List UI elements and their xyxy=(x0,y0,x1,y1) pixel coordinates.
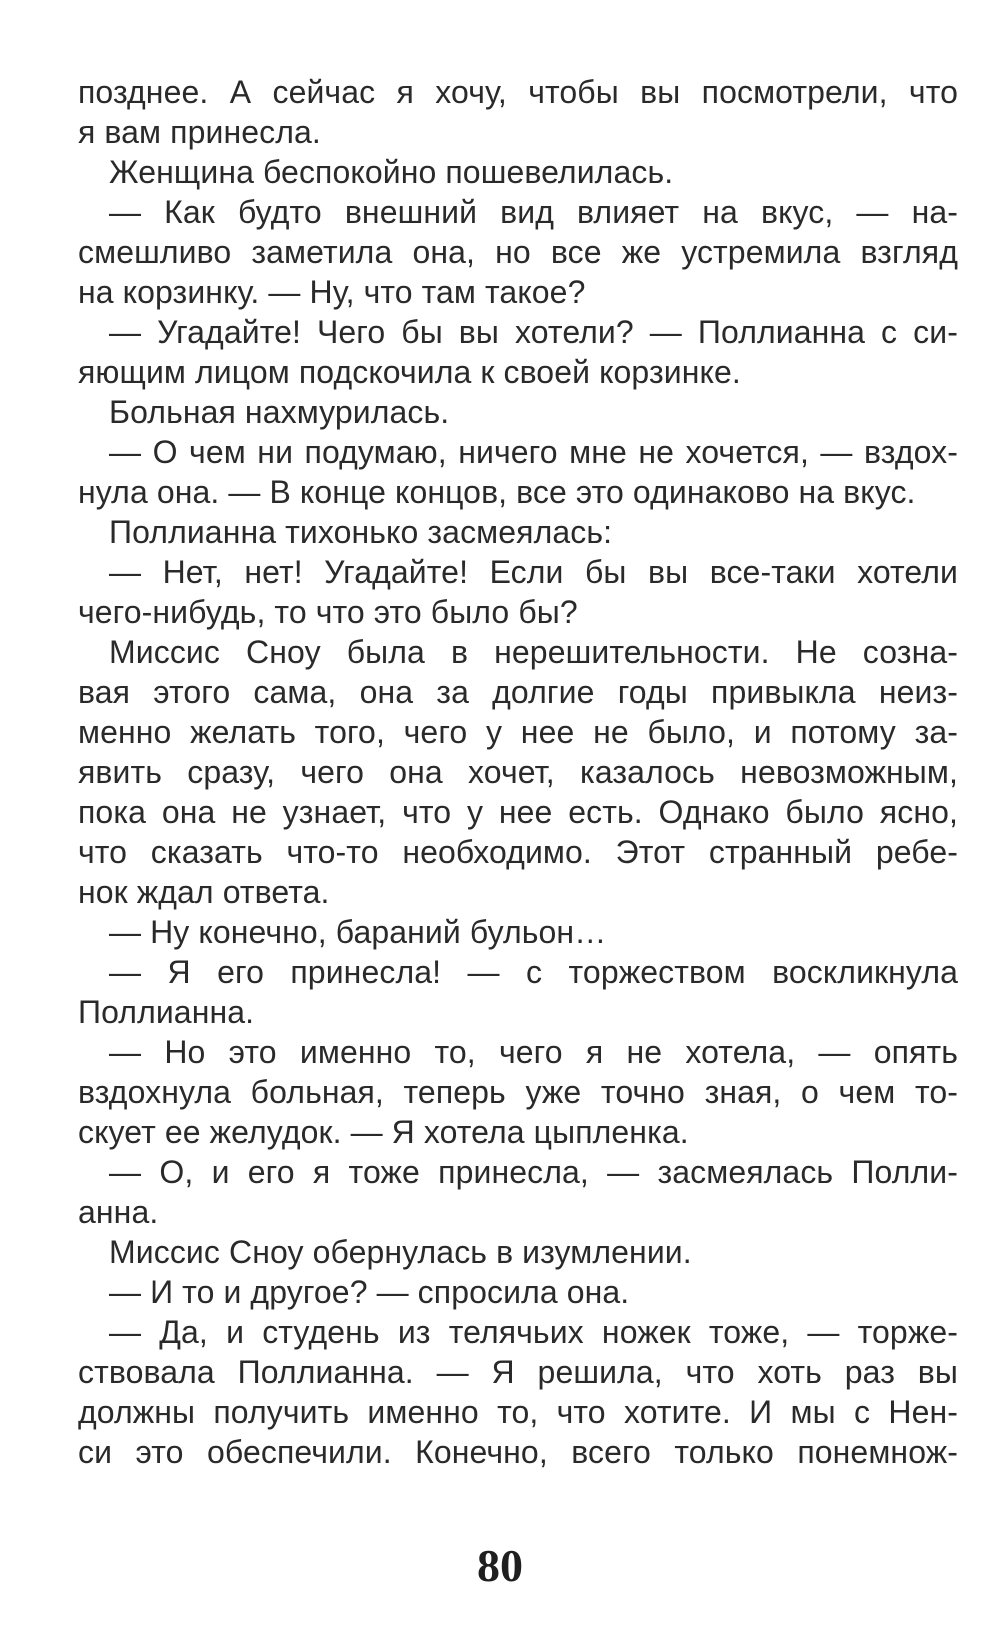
text-line: Женщина беспокойно пошевелилась. xyxy=(109,154,674,190)
text-line: Поллианна тихонько засмеялась: xyxy=(109,514,613,550)
text-line: позднее. А сейчас я хочу, чтобы вы посмотрели, что xyxy=(78,74,958,110)
text-line: нок ждал ответа. xyxy=(78,874,330,910)
text-line: Больная нахмурилась. xyxy=(109,394,450,430)
text-line: — Как будто внешний вид влияет на вкус, — на- xyxy=(109,194,958,230)
text-line: явить сразу, чего она хочет, казалось невозможным, xyxy=(78,754,958,790)
text-line: пока она не узнает, что у нее есть. Однако было ясно, xyxy=(78,794,958,830)
text-line: на корзинку. — Ну, что там такое? xyxy=(78,274,586,310)
text-line: — Ну конечно, бараний бульон… xyxy=(109,914,607,950)
page-number: 80 xyxy=(477,1540,523,1591)
text-line: — Я его принесла! — с торжеством воскликнула xyxy=(109,954,958,990)
text-line: — Да, и студень из телячьих ножек тоже, — торже- xyxy=(109,1314,958,1350)
text-line: вая этого сама, она за долгие годы привыкла неиз- xyxy=(78,674,958,710)
text-line: вздохнула больная, теперь уже точно зная, о чем то- xyxy=(78,1074,958,1110)
text-line: смешливо заметила она, но все же устремила взгляд xyxy=(78,234,958,270)
text-line: — И то и другое? — спросила она. xyxy=(109,1274,630,1310)
text-line: должны получить именно то, что хотите. И мы с Нен- xyxy=(78,1394,958,1430)
text-line: Миссис Сноу обернулась в изумлении. xyxy=(109,1234,692,1270)
text-line: — О, и его я тоже принесла, — засмеялась Полли- xyxy=(109,1154,958,1190)
text-line: — Нет, нет! Угадайте! Если бы вы все-таки хотели xyxy=(109,554,958,590)
text-line: — Но это именно то, чего я не хотела, — опять xyxy=(109,1034,958,1070)
text-line: нула она. — В конце концов, все это одинаково на вкус. xyxy=(78,474,916,510)
text-line: что сказать что-то необходимо. Этот странный ребе- xyxy=(78,834,958,870)
text-line: яющим лицом подскочила к своей корзинке. xyxy=(78,354,741,390)
text-line: Поллианна. xyxy=(78,994,255,1030)
text-line: — Угадайте! Чего бы вы хотели? — Поллианна с си- xyxy=(109,314,958,350)
text-line: менно желать того, чего у нее не было, и потому за- xyxy=(78,714,958,750)
text-line: ствовала Поллианна. — Я решила, что хоть раз вы xyxy=(78,1354,958,1390)
text-line: чего-нибудь, то что это было бы? xyxy=(78,594,578,630)
text-line: си это обеспечили. Конечно, всего только понемнож- xyxy=(78,1434,958,1470)
text-line: — О чем ни подумаю, ничего мне не хочется, — вздох- xyxy=(109,434,958,470)
text-line: я вам принесла. xyxy=(78,114,321,150)
text-line: Миссис Сноу была в нерешительности. Не созна- xyxy=(109,634,958,670)
text-line: скует ее желудок. — Я хотела цыпленка. xyxy=(78,1114,689,1150)
body-text xyxy=(78,72,958,1472)
text-line: анна. xyxy=(78,1194,159,1230)
